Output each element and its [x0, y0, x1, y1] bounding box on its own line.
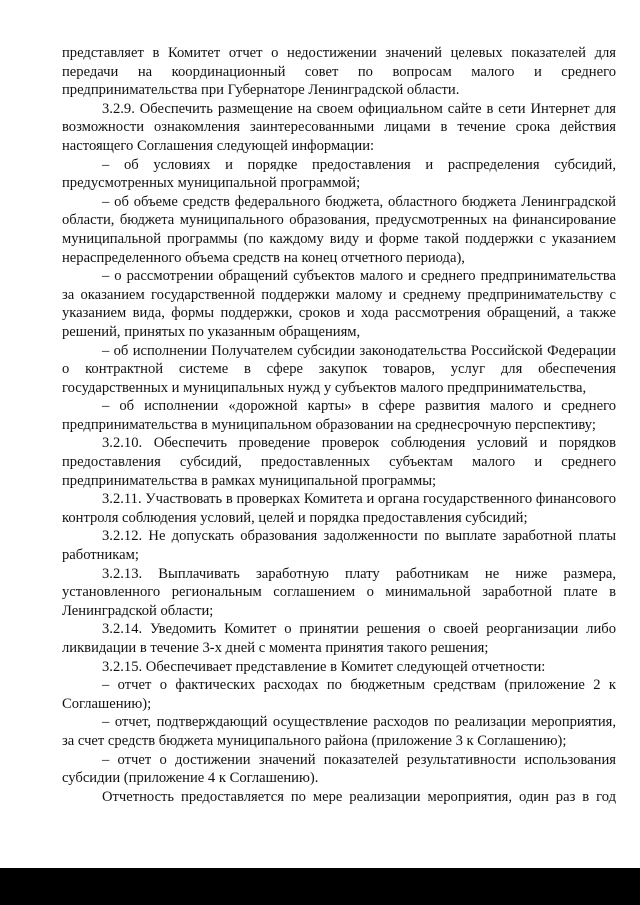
paragraph-3-2-15: 3.2.15. Обеспечивает представление в Комитет следующей отчетности: — [102, 658, 546, 675]
paragraph-3-2-10: 3.2.10. Обеспечить проведение проверок соблюдения условий и порядков предоставления субсидий, предоставленных субъектам малого и среднего предпринимательства в рамках муниципальной программы; — [62, 435, 616, 489]
paragraph-3-2-13: 3.2.13. Выплачивать заработную плату работникам не ниже размера, установленного региональным соглашением о минимальной заработной плате в Ленинградской области; — [62, 565, 616, 619]
list-item-subsidy-conditions: – об условиях и порядке предоставления и распределения субсидий, предусмотренных муниципальной программой; — [62, 156, 616, 192]
paragraph-reporting-frequency: Отчетность предоставляется по мере реализации мероприятия, один раз в год — [102, 788, 616, 805]
paragraph-3-2-9: 3.2.9. Обеспечить размещение на своем официальном сайте в сети Интернет для возможности ознакомления заинтересованными лицами в течение срока действия настоящего Соглашения следующей информации: — [62, 100, 616, 154]
paragraph-3-2-11: 3.2.11. Участвовать в проверках Комитета и органа государственного финансового контроля соблюдения условий, целей и порядка предоставления субсидий; — [62, 491, 616, 526]
list-item-budget-volume: – об объеме средств федерального бюджета, областного бюджета Ленинградской области, бюджета муниципального образования, предусмотренных на финансирование муниципальной программы (по каждому виду и форме такой поддержки с указанием нераспределенного объема средств на конец отчетного периода), — [62, 193, 616, 266]
scan-bottom-border — [0, 868, 640, 905]
list-item-procurement: – об исполнении Получателем субсидии законодательства Российской Федерации о контрактной системе в сфере закупок товаров, услуг для обеспечения государственных и муниципальных нужд у субъектов малого предпринимательства, — [62, 342, 616, 396]
list-item-report-municipal: – отчет, подтверждающий осуществление расходов по реализации мероприятия, за счет средств бюджета муниципального района (приложение 3 к Соглашению); — [62, 714, 616, 749]
document-body — [62, 44, 616, 806]
list-item-appeals: – о рассмотрении обращений субъектов малого и среднего предпринимательства за оказанием государственной поддержки малому и среднему предпринимательству с указанием вида, формы поддержки, сроков и хода рассмотрения обращений, а также решений, принятых по указанным обращениям, — [62, 268, 616, 340]
list-item-report-indicators: – отчет о достижении значений показателей результативности использования субсидии (приложение 4 к Соглашению). — [62, 751, 616, 787]
paragraph-continuation: представляет в Комитет отчет о недостижении значений целевых показателей для передачи на координационный совет по вопросам малого и среднего предпринимательства при Губернаторе Ленинградской области. — [62, 45, 616, 99]
list-item-roadmap: – об исполнении «дорожной карты» в сфере развития малого и среднего предпринимательства в муниципальном образовании на среднесрочную перспективу; — [62, 398, 616, 433]
paragraph-3-2-14: 3.2.14. Уведомить Комитет о принятии решения о своей реорганизации либо ликвидации в течение 3-х дней с момента принятия такого решения; — [62, 621, 616, 656]
paragraph-3-2-12: 3.2.12. Не допускать образования задолженности по выплате заработной платы работникам; — [62, 528, 616, 564]
list-item-report-expenses: – отчет о фактических расходах по бюджетным средствам (приложение 2 к Соглашению); — [62, 677, 616, 712]
